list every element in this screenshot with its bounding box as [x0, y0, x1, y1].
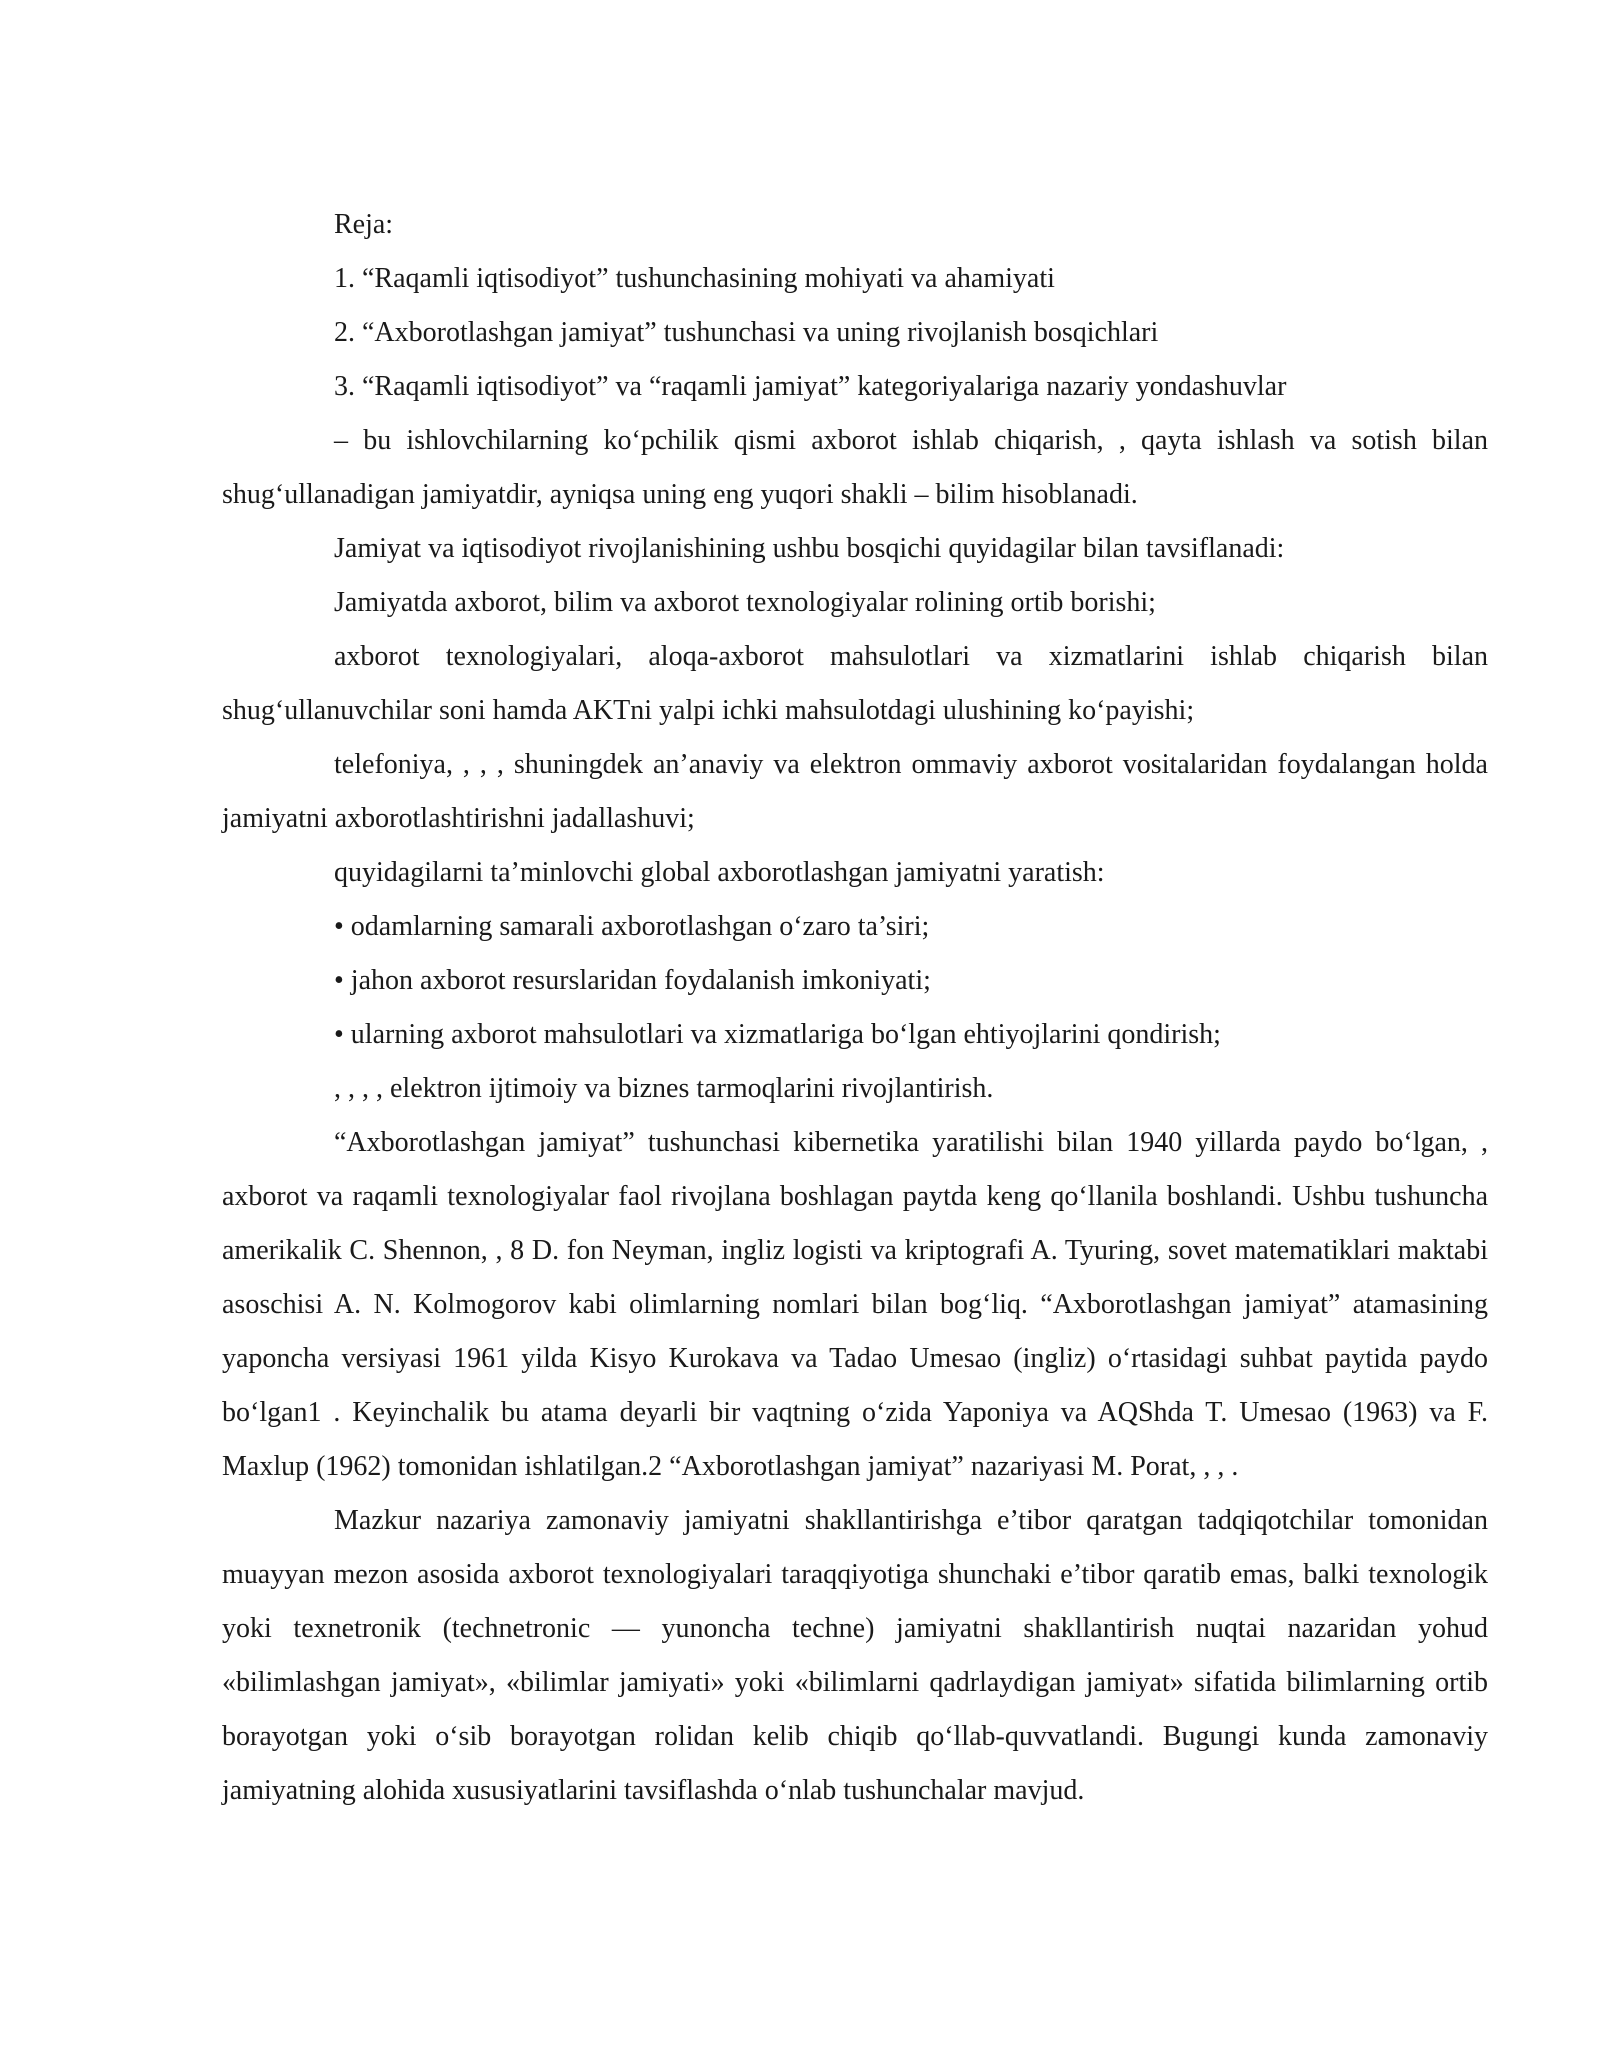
paragraph: , , , , elektron ijtimoiy va biznes tarmoqlarini rivojlantirish. — [334, 1073, 994, 1104]
plan-item: 1. “Raqamli iqtisodiyot” tushunchasining mohiyati va ahamiyati — [334, 263, 1055, 294]
bullet-item: • ularning axborot mahsulotlari va xizmatlariga bo‘lgan ehtiyojlarini qondirish; — [334, 1019, 1221, 1050]
bullet-item: • odamlarning samarali axborotlashgan o‘zaro ta’siri; — [334, 911, 930, 942]
paragraph: “Axborotlashgan jamiyat” tushunchasi kibernetika yaratilishi bilan 1940 yillarda paydo bo‘lgan, , axborot va raqamli texnologiyalar faol rivojlana boshlagan paytda keng qo‘llanila boshlandi. Ushbu tushuncha amerikalik C. Shennon, , 8 D. fon Neyman, ingliz logisti va kriptografi A. Tyuring, sovet matematiklari maktabi asoschisi A. N. Kolmogorov kabi olimlarning nomlari bilan bog‘liq. “Axborotlashgan jamiyat” atamasining yaponcha versiyasi 1961 yilda Kisyo Kurokava va Tadao Umesao (ingliz) o‘rtasidagi suhbat paytida paydo bo‘lgan1 . Keyinchalik bu atama deyarli bir vaqtning o‘zida Yaponiya va AQShda T. Umesao (1963) va F. Maxlup (1962) tomonidan ishlatilgan.2 “Axborotlashgan jamiyat” nazariyasi M. Porat, , , . — [222, 1127, 1488, 1482]
paragraph: Mazkur nazariya zamonaviy jamiyatni shakllantirishga e’tibor qaratgan tadqiqotchilar tomonidan muayyan mezon asosida axborot texnologiyalari taraqqiyotiga shunchaki e’tibor qaratib emas, balki texnologik yoki texnetronik (technetronic — yunoncha techne) jamiyatni shakllantirish nuqtai nazaridan yohud «bilimlashgan jamiyat», «bilimlar jamiyati» yoki «bilimlarni qadrlaydigan jamiyat» sifatida bilimlarning ortib borayotgan yoki o‘sib borayotgan rolidan kelib chiqib qo‘llab-quvvatlandi. Bugungi kunda zamonaviy jamiyatning alohida xususiyatlarini tavsiflashda o‘nlab tushunchalar mavjud. — [222, 1505, 1488, 1806]
document-page — [222, 198, 1488, 1818]
bullet-item: • jahon axborot resurslaridan foydalanish imkoniyati; — [334, 965, 931, 996]
plan-title: Reja: — [334, 209, 394, 240]
plan-item: 3. “Raqamli iqtisodiyot” va “raqamli jamiyat” kategoriyalariga nazariy yondashuvlar — [334, 371, 1287, 402]
paragraph: axborot texnologiyalari, aloqa-axborot mahsulotlari va xizmatlarini ishlab chiqarish bilan shug‘ullanuvchilar soni hamda AKTni yalpi ichki mahsulotdagi ulushining ko‘payishi; — [222, 641, 1488, 726]
paragraph: telefoniya, , , , shuningdek an’anaviy va elektron ommaviy axborot vositalaridan foydalangan holda jamiyatni axborotlashtirishni jadallashuvi; — [222, 749, 1488, 834]
paragraph: Jamiyatda axborot, bilim va axborot texnologiyalar rolining ortib borishi; — [334, 587, 1156, 618]
paragraph: – bu ishlovchilarning ko‘pchilik qismi axborot ishlab chiqarish, , qayta ishlash va sotish bilan shug‘ullanadigan jamiyatdir, ayniqsa uning eng yuqori shakli – bilim hisoblanadi. — [222, 425, 1488, 510]
paragraph: quyidagilarni ta’minlovchi global axborotlashgan jamiyatni yaratish: — [334, 857, 1105, 888]
plan-item: 2. “Axborotlashgan jamiyat” tushunchasi va uning rivojlanish bosqichlari — [334, 317, 1159, 348]
paragraph: Jamiyat va iqtisodiyot rivojlanishining ushbu bosqichi quyidagilar bilan tavsiflanadi: — [334, 533, 1285, 564]
